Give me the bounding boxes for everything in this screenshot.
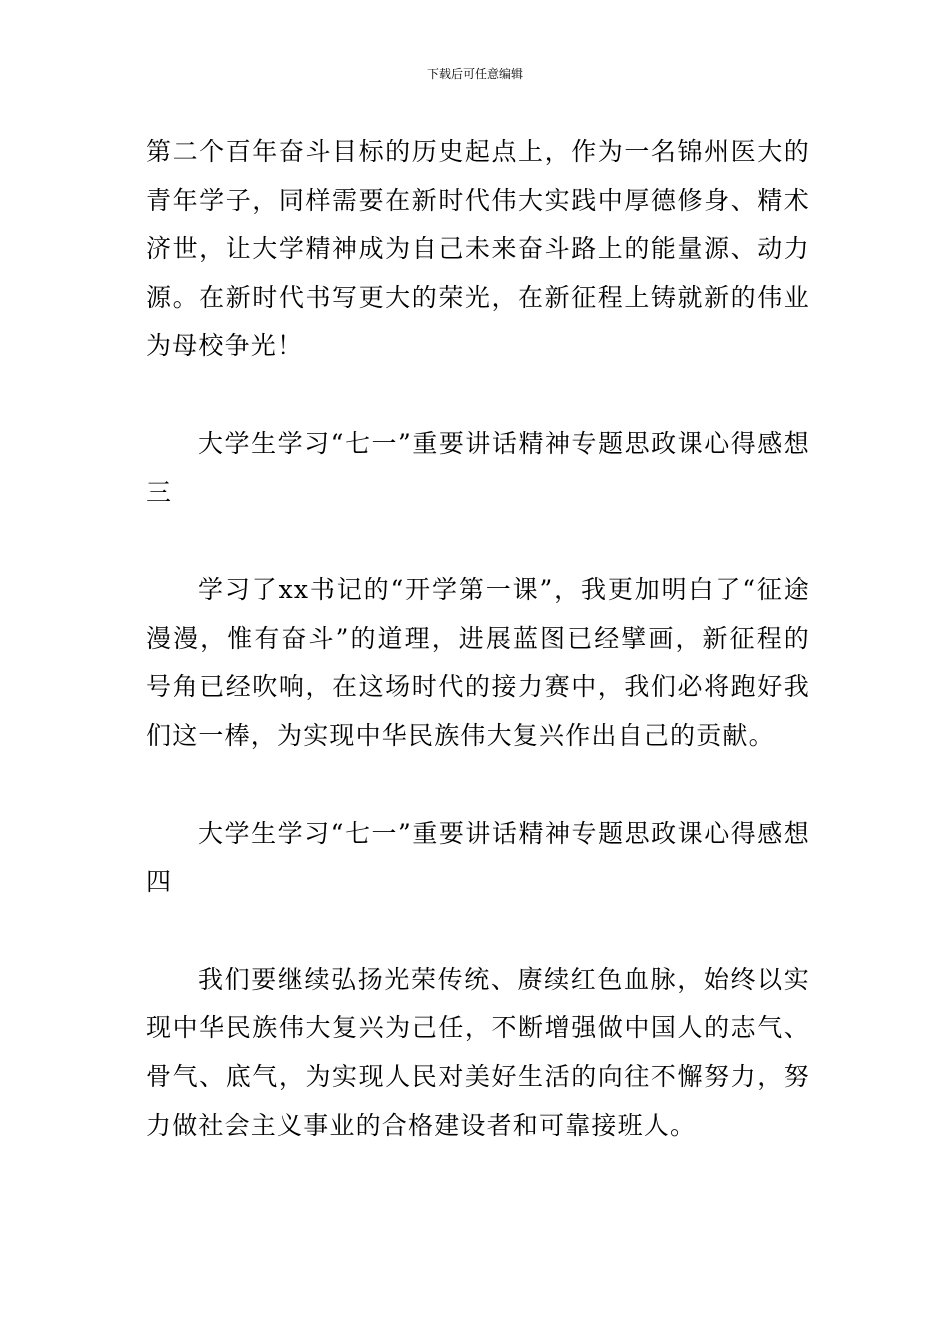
page-header-note: 下载后可任意编辑 [426,67,523,81]
section-heading-three: 大学生学习“七一”重要讲话精神专题思政课心得感想三 [146,428,810,507]
paragraph-three: 学习了xx书记的“开学第一课”，我更加明白了“征途漫漫，惟有奋斗”的道理，进展蓝图已经擘画，新征程的号角已经吹响，在这场时代的接力赛中，我们必将跑好我们这一棒，为实现中华民族伟大复兴作出自己的贡献。 [146,575,810,750]
paragraph-four: 我们要继续弘扬光荣传统、赓续红色血脉，始终以实现中华民族伟大复兴为己任，不断增强做中国人的志气、骨气、底气，为实现人民对美好生活的向往不懈努力，努力做社会主义事业的合格建设者和可靠接班人。 [146,964,810,1140]
document-body [146,128,810,1150]
section-heading-four: 大学生学习“七一”重要讲话精神专题思政课心得感想四 [146,818,810,897]
paragraph-continuation: 第二个百年奋斗目标的历史起点上，作为一名锦州医大的青年学子，同样需要在新时代伟大实践中厚德修身、精术济世，让大学精神成为自己未来奋斗路上的能量源、动力源。在新时代书写更大的荣光，在新征程上铸就新的伟业为母校争光！ [146,137,810,361]
